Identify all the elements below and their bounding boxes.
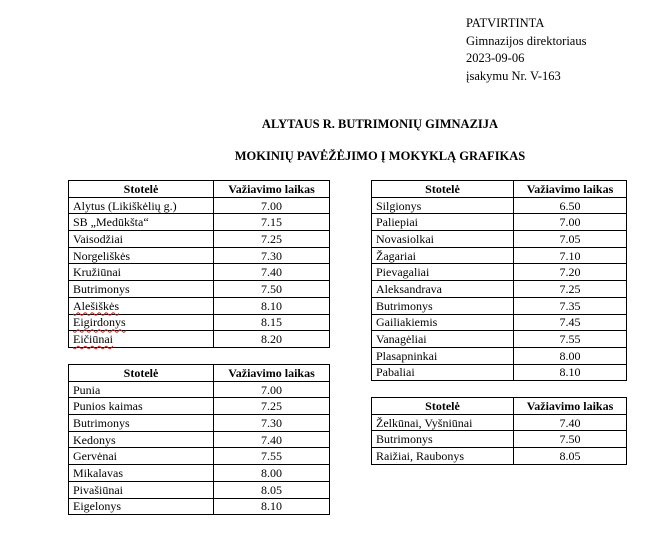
header-stop: Stotelė — [372, 181, 514, 198]
school-name: ALYTAUS R. BUTRIMONIŲ GIMNAZIJA — [261, 117, 499, 131]
stop-name: Alešiškės — [73, 298, 119, 313]
stop-cell: Vaisodžiai — [69, 231, 214, 248]
time-cell: 7.30 — [214, 247, 330, 264]
table-row — [69, 297, 330, 314]
time-cell: 6.50 — [514, 197, 627, 214]
stop-cell: Silgionys — [372, 197, 514, 214]
stop-cell: Gervėnai — [69, 448, 214, 465]
time-cell: 7.40 — [214, 431, 330, 448]
time-cell: 8.05 — [514, 448, 627, 465]
time-cell: 8.00 — [214, 465, 330, 482]
table-row — [372, 414, 627, 431]
table-row — [69, 498, 330, 515]
approval-block — [466, 15, 586, 85]
stop-cell: Butrimonys — [372, 431, 514, 448]
table-row — [372, 431, 627, 448]
header-stop: Stotelė — [372, 398, 514, 415]
table-row — [69, 331, 330, 348]
stop-cell — [69, 314, 214, 331]
time-cell: 7.45 — [514, 314, 627, 331]
time-cell: 8.15 — [214, 314, 330, 331]
time-cell: 7.50 — [514, 431, 627, 448]
time-cell: 8.10 — [214, 297, 330, 314]
header-stop: Stotelė — [69, 365, 214, 382]
table-row — [69, 481, 330, 498]
time-cell: 8.10 — [214, 498, 330, 515]
table-row — [69, 264, 330, 281]
time-cell: 7.25 — [514, 281, 627, 298]
table-row — [372, 281, 627, 298]
time-cell: 7.00 — [214, 197, 330, 214]
table-header-row — [372, 181, 627, 198]
stop-cell: Butrimonys — [69, 415, 214, 432]
stop-cell: Punia — [69, 381, 214, 398]
table-header-row — [69, 365, 330, 382]
table-row — [69, 381, 330, 398]
approval-line-1: PATVIRTINTA — [466, 16, 545, 30]
time-cell: 7.40 — [514, 414, 627, 431]
table-row — [372, 247, 627, 264]
approval-line-3: 2023-09-06 — [466, 51, 525, 65]
stop-cell: Novasiolkai — [372, 231, 514, 248]
approval-line-4: įsakymu Nr. V-163 — [466, 68, 561, 83]
time-cell: 7.40 — [214, 264, 330, 281]
table-row — [372, 364, 627, 381]
table-row — [69, 398, 330, 415]
time-cell: 8.05 — [214, 481, 330, 498]
table-header-row — [69, 181, 330, 198]
table-row — [372, 347, 627, 364]
time-cell: 7.50 — [214, 281, 330, 298]
table-row — [69, 431, 330, 448]
time-cell: 8.20 — [214, 331, 330, 348]
stop-cell: Žagariai — [372, 247, 514, 264]
time-cell: 7.25 — [214, 398, 330, 415]
header-time: Važiavimo laikas — [214, 181, 330, 198]
time-cell: 7.25 — [214, 231, 330, 248]
stop-cell: Punios kaimas — [69, 398, 214, 415]
schedule-table-2 — [68, 364, 330, 515]
stop-cell: Pievagaliai — [372, 264, 514, 281]
stop-cell: SB „Medūkšta“ — [69, 214, 214, 231]
table-row — [372, 264, 627, 281]
table-row — [372, 448, 627, 465]
stop-cell: Gailiakiemis — [372, 314, 514, 331]
time-cell: 7.00 — [214, 381, 330, 398]
stop-cell: Kružiūnai — [69, 264, 214, 281]
stop-cell: Paliepiai — [372, 214, 514, 231]
schedule-table-3 — [371, 180, 627, 381]
table-row — [372, 231, 627, 248]
time-cell: 7.10 — [514, 247, 627, 264]
stop-cell: Pivašiūnai — [69, 481, 214, 498]
time-cell: 7.55 — [514, 331, 627, 348]
table-row — [69, 314, 330, 331]
time-cell: 7.00 — [514, 214, 627, 231]
time-cell: 7.35 — [514, 297, 627, 314]
table-row — [69, 231, 330, 248]
document-title: MOKINIŲ PAVĖŽĖJIMO Į MOKYKLĄ GRAFIKAS — [234, 149, 526, 163]
stop-cell: Alytus (Likiškėlių g.) — [69, 197, 214, 214]
stop-cell: Norgeliškės — [69, 247, 214, 264]
time-cell: 8.00 — [514, 347, 627, 364]
time-cell: 7.15 — [214, 214, 330, 231]
stop-cell — [69, 297, 214, 314]
schedule-table-1 — [68, 180, 330, 348]
stop-cell: Plasapninkai — [372, 347, 514, 364]
time-cell: 7.30 — [214, 415, 330, 432]
table-row — [372, 197, 627, 214]
stop-cell: Butrimonys — [372, 297, 514, 314]
approval-line-2: Gimnazijos direktoriaus — [466, 33, 587, 48]
header-time: Važiavimo laikas — [514, 181, 627, 198]
time-cell: 7.05 — [514, 231, 627, 248]
table-row — [372, 314, 627, 331]
table-row — [69, 415, 330, 432]
header-stop: Stotelė — [69, 181, 214, 198]
stop-name: Eigirdonys — [73, 315, 126, 330]
stop-cell: Kedonys — [69, 431, 214, 448]
header-time: Važiavimo laikas — [214, 365, 330, 382]
table-row — [372, 331, 627, 348]
table-row — [69, 465, 330, 482]
stop-cell: Želkūnai, Vyšniūnai — [372, 414, 514, 431]
stop-cell: Pabaliai — [372, 364, 514, 381]
time-cell: 7.55 — [214, 448, 330, 465]
table-row — [69, 448, 330, 465]
header-time: Važiavimo laikas — [514, 398, 627, 415]
time-cell: 7.20 — [514, 264, 627, 281]
time-cell: 8.10 — [514, 364, 627, 381]
schedule-table-4 — [371, 397, 627, 465]
stop-cell — [69, 331, 214, 348]
table-row — [372, 297, 627, 314]
table-row — [69, 197, 330, 214]
stop-cell: Mikalavas — [69, 465, 214, 482]
table-row — [69, 247, 330, 264]
stop-name: Eičiūnai — [73, 332, 113, 347]
stop-cell: Aleksandrava — [372, 281, 514, 298]
table-row — [69, 281, 330, 298]
table-row — [69, 214, 330, 231]
stop-cell: Raižiai, Raubonys — [372, 448, 514, 465]
stop-cell: Eigelonys — [69, 498, 214, 515]
stop-cell: Butrimonys — [69, 281, 214, 298]
table-header-row — [372, 398, 627, 415]
table-row — [372, 214, 627, 231]
stop-cell: Vanagėliai — [372, 331, 514, 348]
